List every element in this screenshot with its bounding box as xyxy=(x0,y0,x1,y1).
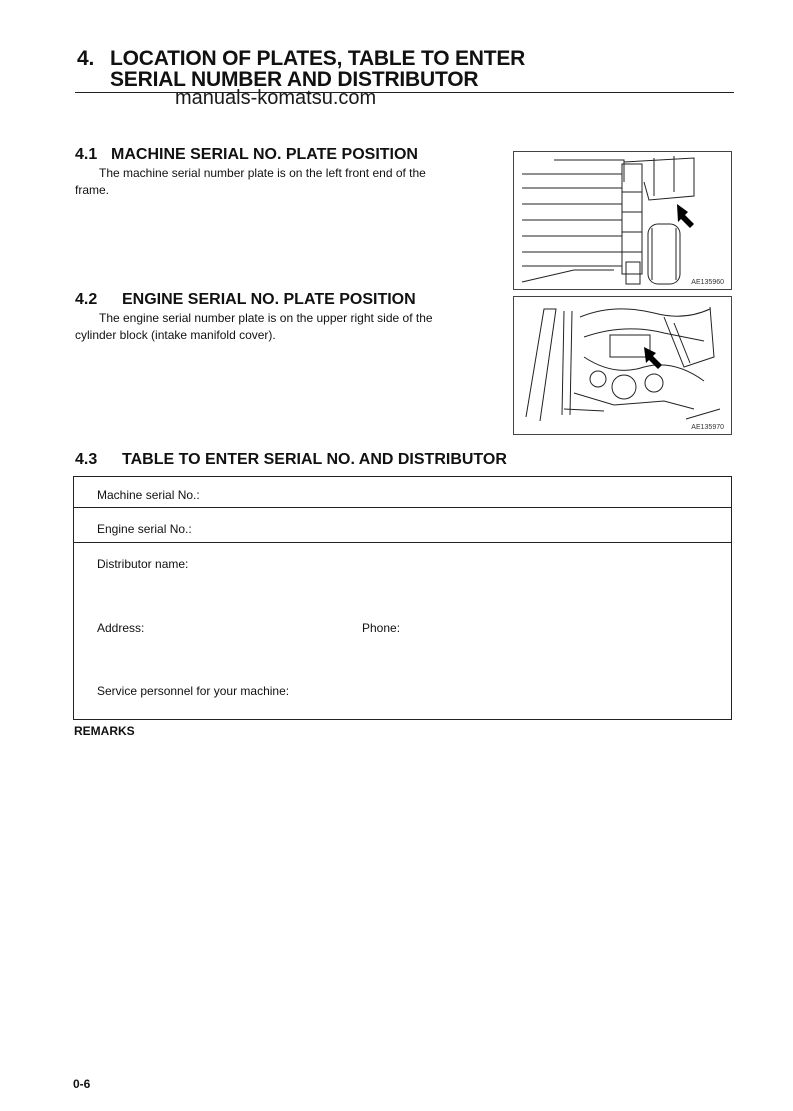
pointer-arrow-icon xyxy=(677,204,694,228)
text-line: cylinder block (intake manifold cover). xyxy=(75,328,276,342)
remarks-heading: REMARKS xyxy=(74,724,135,738)
section-number: 4.2 xyxy=(75,291,98,308)
title-rule xyxy=(75,92,734,93)
figure-code: AE135960 xyxy=(691,279,724,286)
engine-illustration xyxy=(514,297,731,434)
watermark: manuals-komatsu.com xyxy=(175,87,377,109)
section-text-4-2 xyxy=(75,310,505,344)
machine-illustration xyxy=(514,152,731,289)
serial-distributor-table xyxy=(73,476,732,720)
section-number: 4.1 xyxy=(75,146,98,163)
engine-serial-field[interactable]: Engine serial No.: xyxy=(97,522,192,536)
section-title: ENGINE SERIAL NO. PLATE POSITION xyxy=(122,291,416,308)
page-number: 0-6 xyxy=(73,1077,91,1091)
chapter-number: 4. xyxy=(77,47,95,70)
section-title: MACHINE SERIAL NO. PLATE POSITION xyxy=(111,146,418,163)
section-number: 4.3 xyxy=(75,451,98,468)
section-title: TABLE TO ENTER SERIAL NO. AND DISTRIBUTOR xyxy=(122,451,507,468)
text-line: The engine serial number plate is on the upper right side of the xyxy=(99,311,433,325)
row-divider xyxy=(74,542,731,543)
machine-plate-figure xyxy=(513,151,732,290)
section-heading-4-1 xyxy=(75,146,418,164)
text-line: frame. xyxy=(75,183,110,197)
chapter-title xyxy=(77,48,525,90)
row-divider xyxy=(74,507,731,508)
address-field[interactable]: Address: xyxy=(97,621,145,635)
chapter-title-line2: SERIAL NUMBER AND DISTRIBUTOR xyxy=(110,68,479,91)
text-line: The machine serial number plate is on the left front end of the xyxy=(99,166,426,180)
section-heading-4-3 xyxy=(75,451,507,469)
distributor-name-field[interactable]: Distributor name: xyxy=(97,557,189,571)
engine-plate-figure xyxy=(513,296,732,435)
section-text-4-1 xyxy=(75,165,505,199)
chapter-title-line1: LOCATION OF PLATES, TABLE TO ENTER xyxy=(110,47,526,70)
phone-field[interactable]: Phone: xyxy=(362,621,401,635)
service-personnel-field[interactable]: Service personnel for your machine: xyxy=(97,684,290,698)
section-heading-4-2 xyxy=(75,291,416,309)
figure-code: AE135970 xyxy=(691,424,724,431)
machine-serial-field[interactable]: Machine serial No.: xyxy=(97,488,200,502)
